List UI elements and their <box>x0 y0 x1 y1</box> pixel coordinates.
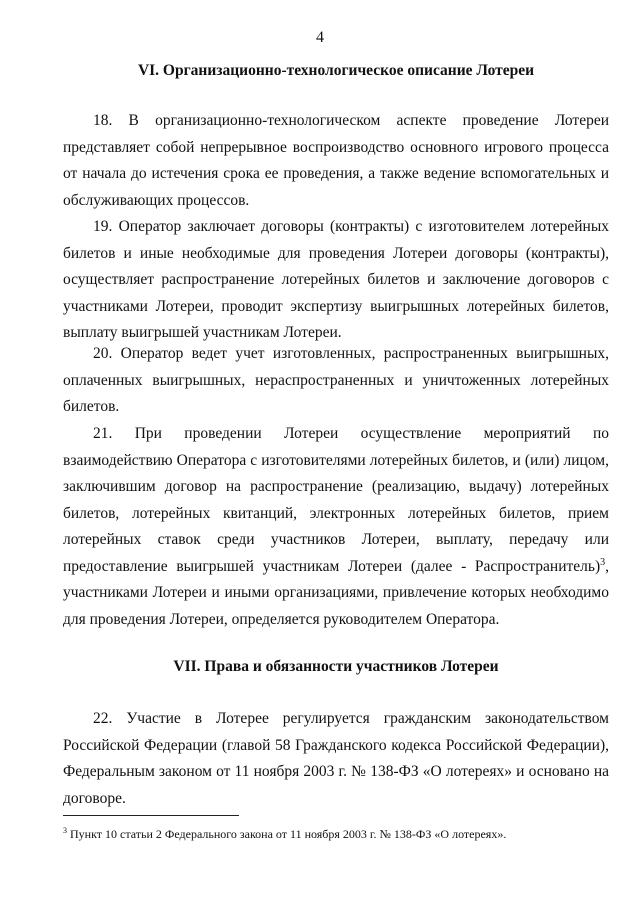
paragraph-21 <box>63 421 609 633</box>
paragraph-21-text-1: 21. При проведении Лотереи осуществление мероприятий по взаимодействию Оператора с изготовителями лотерейных билетов, и (или) лицом, заключившим договор на распространение (реализацию, выдачу) лотерейных билетов, лотерейных квитанций, электронных лотерейных билетов, прием лотерейных ставок среди участников Лотереи, выплату, передачу или предоставление выигрышей участникам Лотереи (далее - Распространитель) <box>63 425 609 575</box>
footnote-marker: 3 <box>63 826 67 835</box>
section-6-heading: VI. Организационно-технологическое описание Лотереи <box>137 62 535 79</box>
footnote-3 <box>63 826 623 842</box>
paragraph-21-text-2: , участниками Лотереи и иными организациями, привлечение которых необходимо для проведения Лотереи, определяется руководителем Оператора. <box>63 557 609 628</box>
paragraph-18: 18. В организационно-технологическом аспекте проведение Лотереи представляет собой непрерывное воспроизводство основного игрового процесса от начала до истечения срока ее проведения, а также ведение вспомогательных и обслуживающих процессов. <box>63 112 609 209</box>
paragraph-22: 22. Участие в Лотерее регулируется гражданским законодательством Российской Федерации (главой 58 Гражданского кодекса Российской Федерации), Федеральным законом от 11 ноября 2003 г. № 138-ФЗ «О лотереях» и основано на договоре. <box>63 710 609 807</box>
footnote-divider <box>63 815 239 816</box>
page-number: 4 <box>316 29 324 46</box>
footnote-reference-3[interactable]: 3 <box>600 556 606 568</box>
section-7-heading: VII. Права и обязанности участников Лотереи <box>173 658 499 675</box>
paragraph-19: 19. Оператор заключает договоры (контракты) с изготовителем лотерейных билетов и иные необходимые для проведения Лотереи договоры (контракты), осуществляет распространение лотерейных билетов и заключение договоров с участниками Лотереи, проводит экспертизу выигрышных лотерейных билетов, выплату выигрышей участникам Лотереи. <box>63 218 609 341</box>
paragraph-20: 20. Оператор ведет учет изготовленных, распространенных выигрышных, оплаченных выигрышных, нераспространенных и уничтоженных лотерейных билетов. <box>63 345 609 415</box>
footnote-text: Пункт 10 статьи 2 Федерального закона от 11 ноября 2003 г. № 138-ФЗ «О лотереях». <box>67 827 507 841</box>
